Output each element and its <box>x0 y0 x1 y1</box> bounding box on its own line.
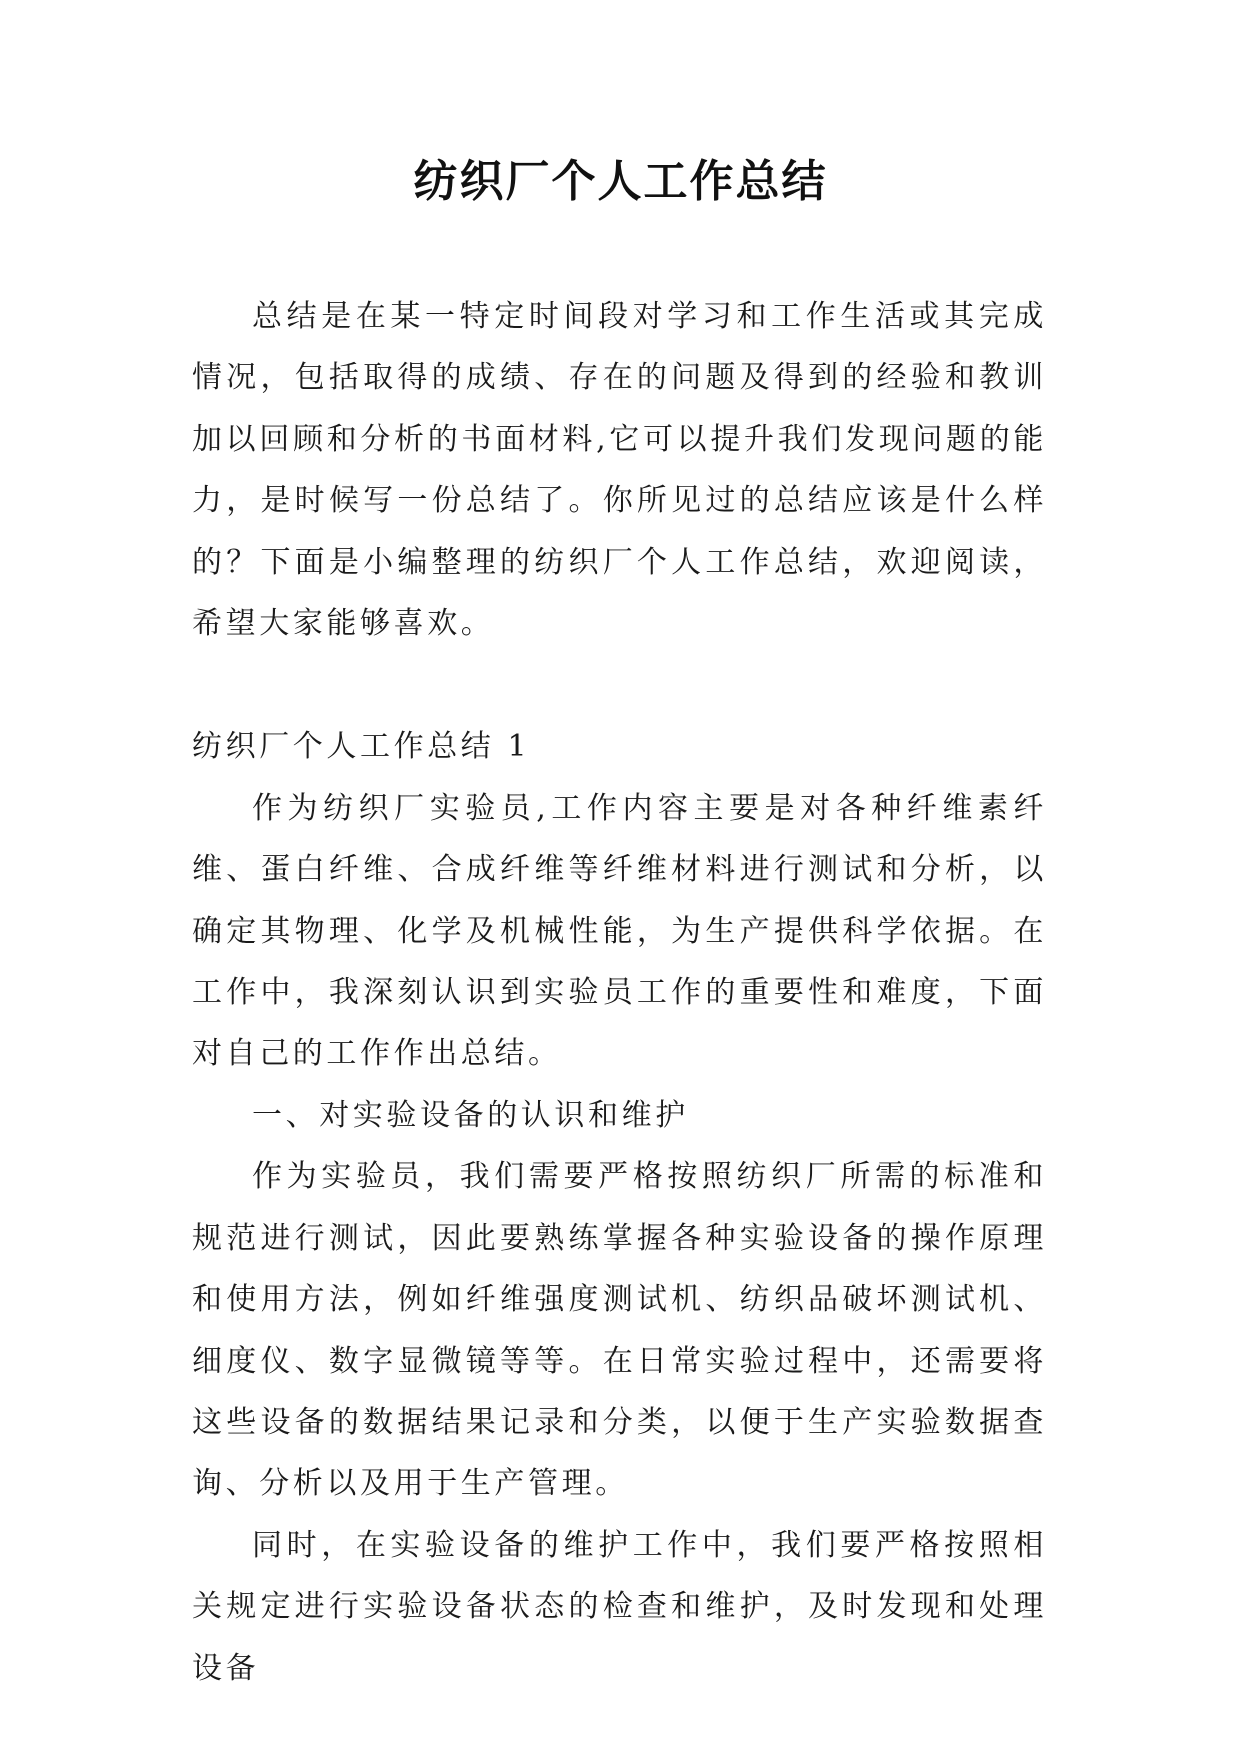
section-subtitle: 纺织厂个人工作总结 1 <box>192 729 531 765</box>
body-paragraph: 作为实验员，我们需要严格按照纺织厂所需的标准和规范进行测试，因此要熟练掌握各种实验设备的操作原理和使用方法，例如纤维强度测试机、纺织品破坏测试机、细度仪、数字显微镜等等。在日常实验过程中，还需要将这些设备的数据结果记录和分类，以便于生产实验数据查询、分析以及用于生产管理。 <box>192 1159 1047 1502</box>
intro-paragraph: 总结是在某一特定时间段对学习和工作生活或其完成情况，包括取得的成绩、存在的问题及得到的经验和教训加以回顾和分析的书面材料,它可以提升我们发现问题的能力，是时候写一份总结了。你所见过的总结应该是什么样的？下面是小编整理的纺织厂个人工作总结，欢迎阅读，希望大家能够喜欢。 <box>192 299 1047 642</box>
body-paragraph: 作为纺织厂实验员,工作内容主要是对各种纤维素纤维、蛋白纤维、合成纤维等纤维材料进行测试和分析，以确定其物理、化学及机械性能，为生产提供科学依据。在工作中，我深刻认识到实验员工作的重要性和难度，下面对自己的工作作出总结。 <box>192 790 1047 1072</box>
section-heading: 一、对实验设备的认识和维护 <box>252 1097 689 1133</box>
body-paragraph: 同时，在实验设备的维护工作中，我们要严格按照相关规定进行实验设备状态的检查和维护，及时发现和处理设备 <box>192 1527 1047 1686</box>
document-body <box>192 286 1047 1699</box>
document-title: 纺织厂个人工作总结 <box>413 156 828 207</box>
